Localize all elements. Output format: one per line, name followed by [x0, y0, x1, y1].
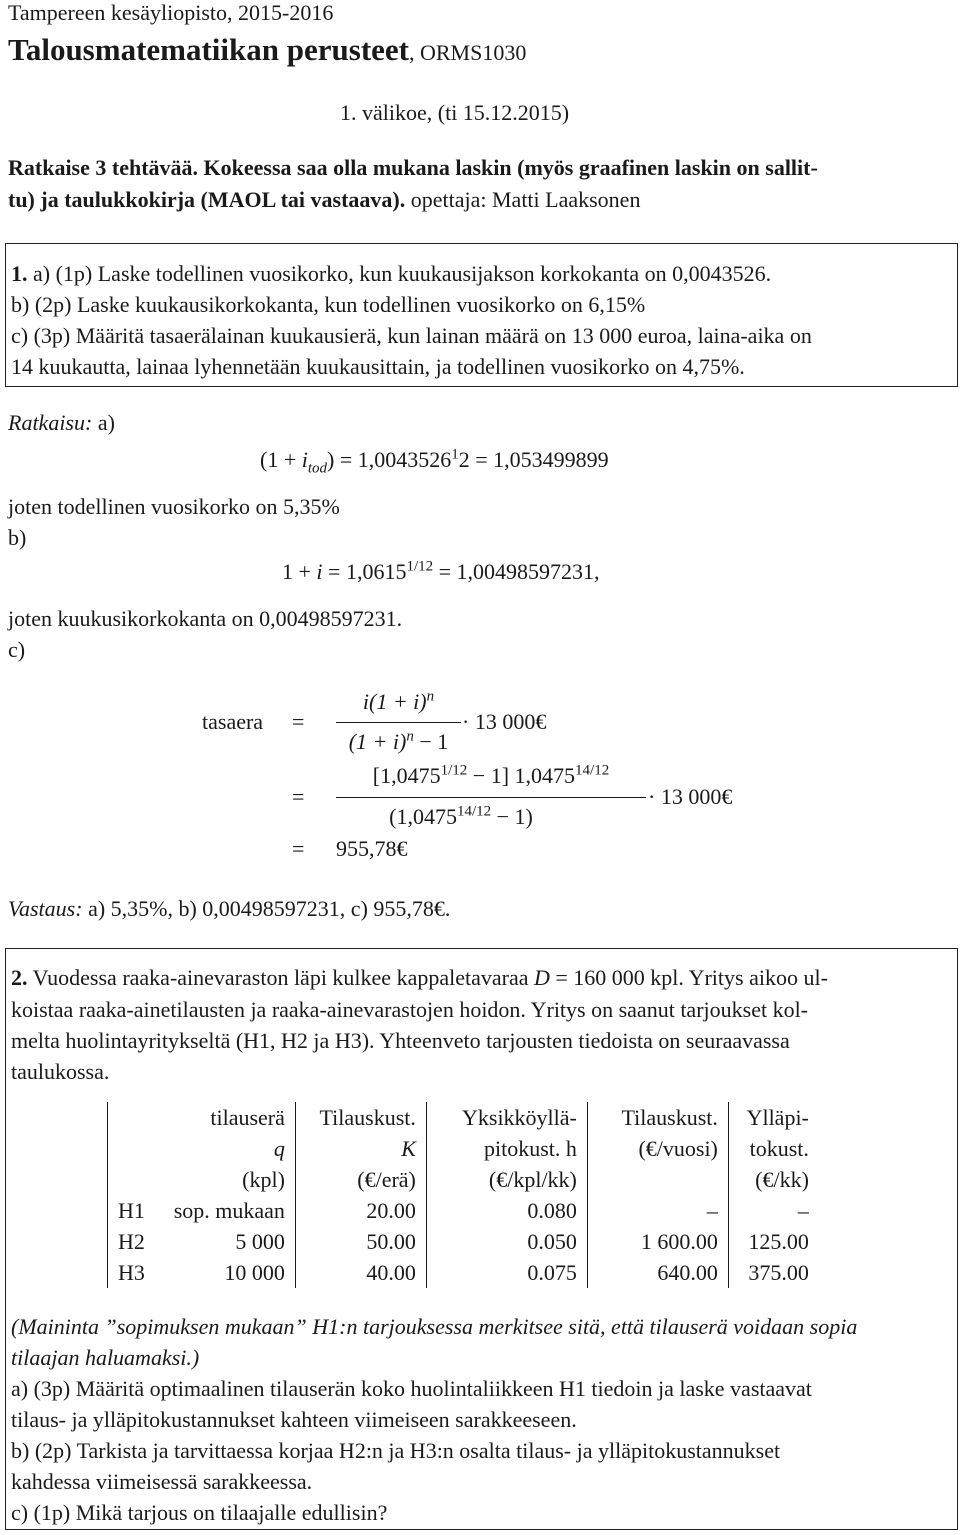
- instructions-line2: [8, 184, 640, 216]
- table-cell: –: [587, 1195, 728, 1226]
- table-header-row: [108, 1164, 819, 1195]
- table-cell: 40.00: [295, 1257, 426, 1288]
- multiplier-2: · 13 000€: [648, 784, 733, 809]
- table-cell: [108, 1164, 155, 1195]
- table-cell: tilauserä: [210, 1105, 285, 1130]
- eq-a-sup: 1: [451, 446, 459, 463]
- eq-a-sub: tod: [307, 460, 328, 477]
- table-header-row: [108, 1102, 819, 1133]
- task2-line1: [11, 962, 828, 994]
- task2-b1: b) (2p) Tarkista ja tarvittaessa korjaa H2:n ja H3:n osalta tilaus- ja ylläpitokustannukset: [11, 1438, 781, 1463]
- answer-text: a) 5,35%, b) 0,00498597231, c) 955,78€.: [82, 896, 451, 921]
- table-cell: 20.00: [295, 1195, 426, 1226]
- fraction-2-bar: [336, 797, 646, 798]
- table-cell: [587, 1164, 728, 1195]
- table-row: [108, 1226, 819, 1257]
- table-cell: 0.075: [426, 1257, 587, 1288]
- tasaera-label: tasaera: [202, 709, 264, 734]
- task1-b: b) (2p) Laske kuukausikorkokanta, kun todellinen vuosikorko on 6,15%: [11, 292, 646, 317]
- table-cell: 640.00: [587, 1257, 728, 1288]
- task2-var-d: D: [533, 965, 550, 990]
- equals-2: =: [292, 784, 305, 809]
- table-cell: H3: [108, 1257, 155, 1288]
- table-cell: pitokust. h: [426, 1133, 587, 1164]
- table-cell: (€/vuosi): [587, 1133, 728, 1164]
- teacher: opettaja: Matti Laaksonen: [405, 187, 641, 212]
- eq-b-var: i: [316, 559, 323, 584]
- task1-a: a) (1p) Laske todellinen vuosikorko, kun kuukausijakson korkokanta on 0,0043526.: [27, 261, 772, 286]
- solution-a-result: joten todellinen vuosikorko on 5,35%: [8, 494, 340, 519]
- table-cell: (€/erä): [295, 1164, 426, 1195]
- table-cell: K: [295, 1133, 426, 1164]
- task2-line3: melta huolintayritykseltä (H1, H2 ja H3). Yhteenveto tarjousten tiedoista on seuraavassa: [11, 1028, 790, 1053]
- frac1-num: i(1 + i): [362, 689, 427, 714]
- task2-number: 2.: [11, 965, 28, 990]
- answer-line: [8, 893, 450, 925]
- equals-1: =: [292, 709, 305, 734]
- table-cell: 375.00: [728, 1257, 819, 1288]
- solution-a-label: a): [92, 410, 115, 435]
- instructions-line2-text: tu) ja taulukkokirja (MAOL tai vastaava).: [8, 187, 406, 212]
- table-cell: 50.00: [295, 1226, 426, 1257]
- multiplier-1: · 13 000€: [462, 709, 547, 734]
- eq-b-right: = 1,00498597231,: [433, 559, 600, 584]
- table-cell: 1 600.00: [587, 1226, 728, 1257]
- table-cell: [108, 1102, 155, 1133]
- table-row: [108, 1257, 819, 1288]
- table-cell: sop. mukaan: [173, 1198, 285, 1223]
- task1-c1: c) (3p) Määritä tasaerälainan kuukausierä, kun lainan määrä on 13 000 euroa, laina-aika on: [11, 323, 812, 348]
- fraction-2-denominator: [336, 801, 586, 833]
- task2-line1-tail: = 160 000 kpl. Yritys aikoo ul-: [549, 965, 828, 990]
- table-cell: (kpl): [242, 1167, 285, 1192]
- table-cell: H1: [108, 1195, 155, 1226]
- task1-number: 1.: [11, 261, 28, 286]
- eq-a-right: ) = 1,0043526: [327, 447, 452, 472]
- eq-a-left: (1 +: [260, 447, 302, 472]
- frac2-den-a: (1,0475: [389, 804, 457, 829]
- table-cell: Tilauskust.: [295, 1102, 426, 1133]
- table-cell: 125.00: [728, 1226, 819, 1257]
- table-row: [108, 1195, 819, 1226]
- frac1-den-sup: n: [406, 728, 414, 745]
- eq-a-tail: 2 = 1,053499899: [458, 447, 609, 472]
- task2-note2: tilaajan haluamaksi.): [11, 1345, 200, 1370]
- table-cell: q: [273, 1136, 285, 1161]
- frac2-num-b: − 1] 1,0475: [467, 763, 576, 788]
- task1-line-a: [11, 258, 771, 290]
- frac1-den: (1 + i): [348, 729, 407, 754]
- frac2-num-sup1: 1/12: [440, 762, 468, 779]
- institution: Tampereen kesäyliopisto, 2015-2016: [8, 0, 334, 25]
- task2-a2: tilaus- ja ylläpitokustannukset kahteen viimeiseen sarakkeeseen.: [11, 1407, 577, 1432]
- eq-b-sup: 1/12: [406, 558, 434, 575]
- task2-note1: (Maininta ”sopimuksen mukaan” H1:n tarjouksessa merkitsee sitä, että tilauserä voidaan sopia: [11, 1314, 858, 1339]
- solution-label: Ratkaisu:: [8, 410, 93, 435]
- task2-line1-text: Vuodessa raaka-ainevaraston läpi kulkee kappaletavaraa: [27, 965, 534, 990]
- task2-b2: kahdessa viimeisessä sarakkeessa.: [11, 1469, 313, 1494]
- frac2-num-a: [1,0475: [372, 763, 441, 788]
- table-cell: 10 000: [224, 1260, 285, 1285]
- course-title: Talousmatematiikan perusteet: [8, 32, 409, 67]
- task1-box: [5, 243, 958, 387]
- solution-label-line: [8, 407, 115, 439]
- eq-b-left: 1 +: [282, 559, 317, 584]
- table-cell: H2: [108, 1226, 155, 1257]
- solution-b-result: joten kuukusikorkokanta on 0,00498597231.: [8, 606, 403, 631]
- table-cell: [108, 1133, 155, 1164]
- table-cell: Ylläpi-: [728, 1102, 819, 1133]
- table-cell: (€/kpl/kk): [426, 1164, 587, 1195]
- table-cell: 0.050: [426, 1226, 587, 1257]
- instructions-line1: Ratkaise 3 tehtävää. Kokeessa saa olla mukana laskin (myös graafinen laskin on sallit-: [8, 155, 818, 180]
- fraction-2-numerator: [336, 760, 646, 792]
- eq-a-var: i: [301, 447, 308, 472]
- solution-b-label: b): [8, 525, 27, 550]
- task2-a1: a) (3p) Määritä optimaalinen tilauserän koko huolintaliikkeen H1 tiedoin ja laske vastaavat: [11, 1376, 812, 1401]
- table-cell: Tilauskust.: [587, 1102, 728, 1133]
- exam-title: 1. välikoe, (ti 15.12.2015): [340, 100, 570, 125]
- table-cell: tokust.: [728, 1133, 819, 1164]
- table-cell: 5 000: [235, 1229, 285, 1254]
- task2-box: [5, 948, 958, 1530]
- task2-line2: koistaa raaka-ainetilausten ja raaka-ainevarastojen hoidon. Yritys on saanut tarjoukset kol-: [11, 997, 809, 1022]
- table-cell: –: [728, 1195, 819, 1226]
- task2-c1: c) (1p) Mikä tarjous on tilaajalle edullisin?: [11, 1500, 388, 1525]
- equation-a: [260, 444, 609, 476]
- frac1-num-sup: n: [426, 688, 435, 705]
- frac2-den-b: − 1): [491, 804, 533, 829]
- table-cell: 0.080: [426, 1195, 587, 1226]
- table-cell: (€/kk): [728, 1164, 819, 1195]
- course-code: , ORMS1030: [409, 40, 527, 65]
- table-cell: Yksikköyllä-: [426, 1102, 587, 1133]
- eq-b-mid: = 1,0615: [322, 559, 407, 584]
- frac2-num-sup2: 14/12: [575, 762, 610, 779]
- fraction-1-denominator: [336, 726, 461, 758]
- task1-c2: 14 kuukautta, lainaa lyhennetään kuukausittain, ja todellinen vuosikorko on 4,75%.: [11, 354, 745, 379]
- fraction-1-bar: [336, 722, 461, 723]
- fraction-1-numerator: [336, 686, 461, 718]
- solution-c-result: 955,78€: [336, 836, 408, 861]
- task2-line4: taulukossa.: [11, 1059, 110, 1084]
- answer-label: Vastaus:: [8, 896, 83, 921]
- solution-c-label: c): [8, 637, 26, 662]
- offers-table: [107, 1102, 819, 1288]
- equals-3: =: [292, 836, 305, 861]
- course-title-line: [8, 34, 526, 69]
- frac1-den-tail: − 1: [413, 729, 449, 754]
- frac2-den-sup: 14/12: [456, 803, 492, 820]
- table-header-row: [108, 1133, 819, 1164]
- equation-b: [282, 556, 600, 588]
